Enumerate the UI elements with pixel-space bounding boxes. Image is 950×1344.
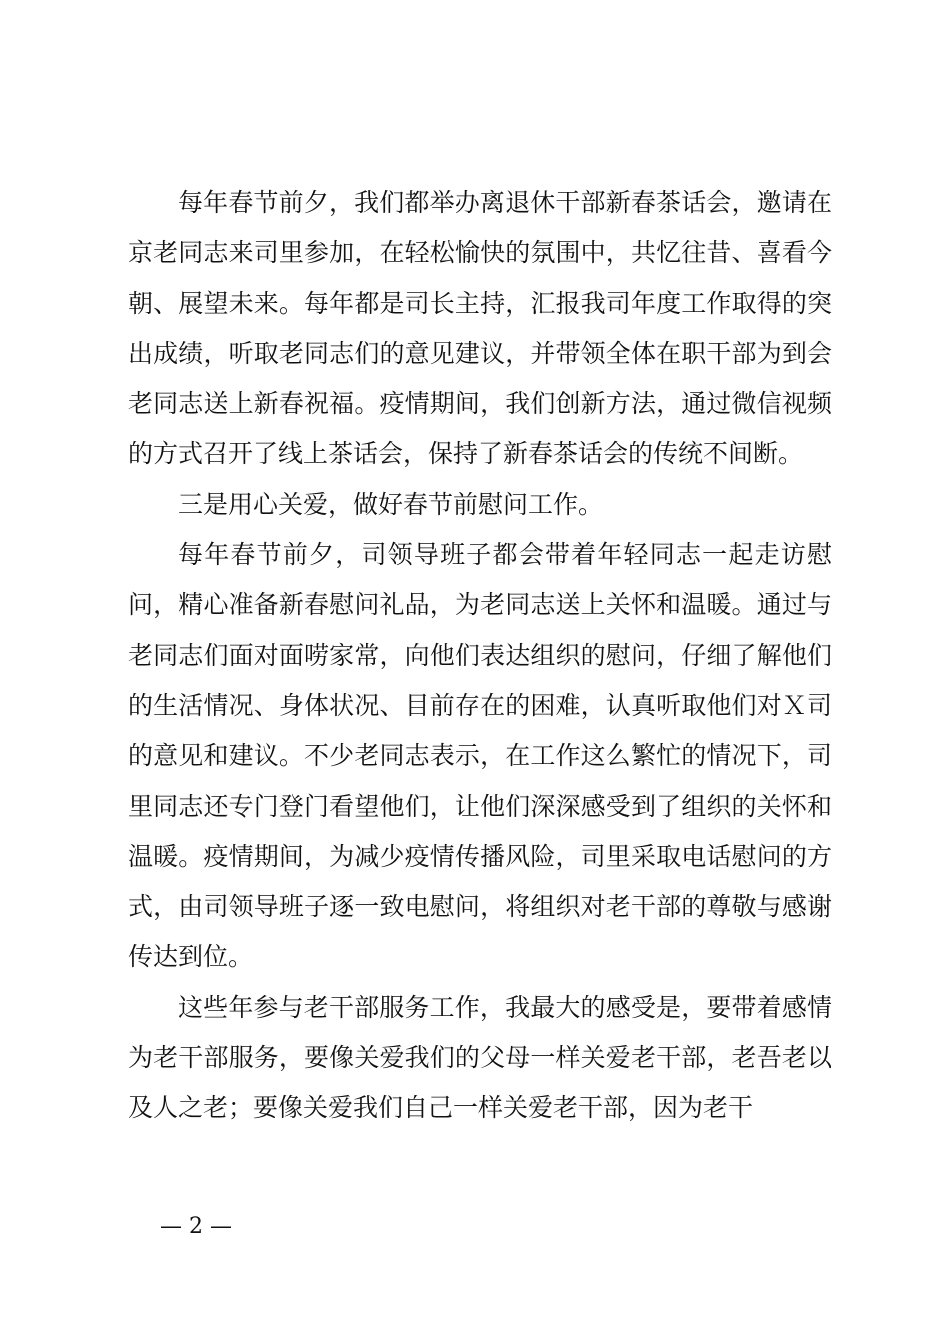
page-number: — 2 — [160, 1214, 232, 1239]
document-body [128, 178, 832, 1134]
paragraph-heading-three: 三是用心关爱，做好春节前慰问工作。 [178, 489, 604, 519]
paragraph-tea-party: 每年春节前夕，我们都举办离退休干部新春茶话会，邀请在京老同志来司里参加，在轻松愉快的氛围中，共忆往昔、喜看今朝、展望未来。每年都是司长主持，汇报我司年度工作取得的突出成绩，听取老同志们的意见建议，并带领全体在职干部为到会老同志送上新春祝福。疫情期间，我们创新方法，通过微信视频的方式召开了线上茶话会，保持了新春茶话会的传统不间断。 [128, 188, 832, 469]
paragraph-reflection: 这些年参与老干部服务工作，我最大的感受是，要带着感情为老干部服务，要像关爱我们的父母一样关爱老干部，老吾老以及人之老；要像关爱我们自己一样关爱老干部，因为老干 [128, 992, 832, 1123]
paragraph-visits: 每年春节前夕，司领导班子都会带着年轻同志一起走访慰问，精心准备新春慰问礼品，为老同志送上关怀和温暖。通过与老同志们面对面唠家常，向他们表达组织的慰问，仔细了解他们的生活情况、身体状况、目前存在的困难，认真听取他们对Ｘ司的意见和建议。不少老同志表示，在工作这么繁忙的情况下，司里同志还专门登门看望他们，让他们深深感受到了组织的关怀和温暖。疫情期间，为减少疫情传播风险，司里采取电话慰问的方式，由司领导班子逐一致电慰问，将组织对老干部的尊敬与感谢传达到位。 [128, 540, 832, 972]
